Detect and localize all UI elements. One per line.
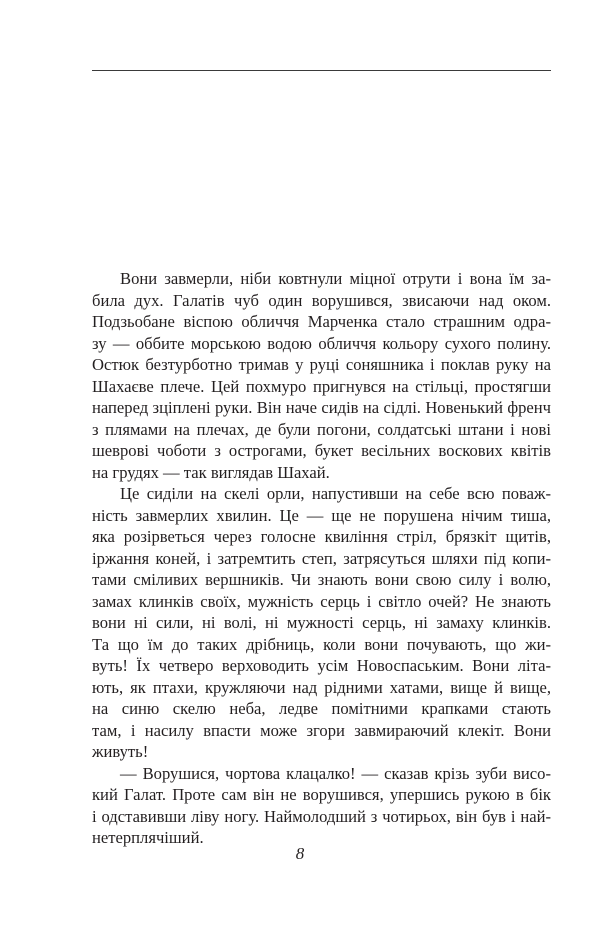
text-line: наперед зціплені руки. Він наче сидів на сідлі. Новенький френч (92, 398, 551, 417)
text-line: Подзьобане віспою обличчя Марченка стало страшним одра- (92, 312, 551, 331)
text-line: тами сміливих вершників. Чи знають вони свою силу і волю, (92, 570, 551, 589)
body-text (92, 268, 551, 849)
text-line: била дух. Галатів чуб один ворушився, звисаючи над оком. (92, 290, 551, 310)
page-number: 8 (295, 844, 305, 863)
text-line: Та що їм до таких дрібниць, коли вони почувають, що жи- (92, 634, 551, 654)
paragraph (92, 483, 551, 763)
paragraph (92, 763, 551, 849)
text-line: вуть! Їх четверо верховодить усім Новоспаським. Вони літа- (92, 656, 551, 675)
text-line: іржання коней, і затремтить степ, затрясуться шляхи під копи- (92, 548, 551, 568)
text-line: шеврові чоботи з острогами, букет весільних воскових квітів (92, 441, 551, 460)
text-line: Вони завмерли, ніби ковтнули міцної отрути і вона їм за- (120, 269, 551, 288)
text-line: на грудях — так виглядав Шахай. (92, 462, 330, 482)
text-line: замах клинків своїх, мужність серць і світло очей? Не знають (92, 591, 551, 611)
text-line: там, і насилу впасти може згори завмираючий клекіт. Вони (92, 720, 551, 740)
text-line: — Ворушися, чортова клацалко! — сказав крізь зуби висо- (120, 763, 551, 783)
text-line: Остюк безтурботно тримав у руці соняшника і поклав руку на (92, 355, 551, 374)
text-line: яка розірветься через голосне квиління стріл, брязкіт щитів, (92, 527, 551, 546)
text-line: з плямами на плечах, де були погони, солдатські штани і нові (92, 419, 551, 439)
text-line: і одставивши ліву ногу. Наймолодший з чотирьох, він був і най- (92, 806, 551, 826)
text-line: Шахаєве плече. Цей похмуро пригнувся на стільці, простягши (92, 376, 551, 396)
text-line: нетерплячіший. (92, 828, 204, 847)
paragraph (92, 268, 551, 483)
text-line: кий Галат. Проте сам він не ворушився, упершись рукою в бік (92, 785, 551, 804)
text-line: живуть! (92, 742, 149, 761)
header-rule (92, 70, 551, 71)
text-line: Це сиділи на скелі орли, напустивши на себе всю поваж- (120, 484, 551, 503)
text-line: ність завмерлих хвилин. Це — ще не порушена нічим тиша, (92, 505, 551, 525)
text-line: на синю скелю неба, ледве помітними крапками стають (92, 699, 551, 718)
text-line: зу — оббите морською водою обличчя кольору сухого полину. (92, 333, 551, 353)
text-line: ють, як птахи, кружляючи над рідними хатами, вище й вище, (92, 677, 551, 697)
text-line: вони ні сили, ні волі, ні мужності серць, ні замаху клинків. (92, 613, 551, 632)
